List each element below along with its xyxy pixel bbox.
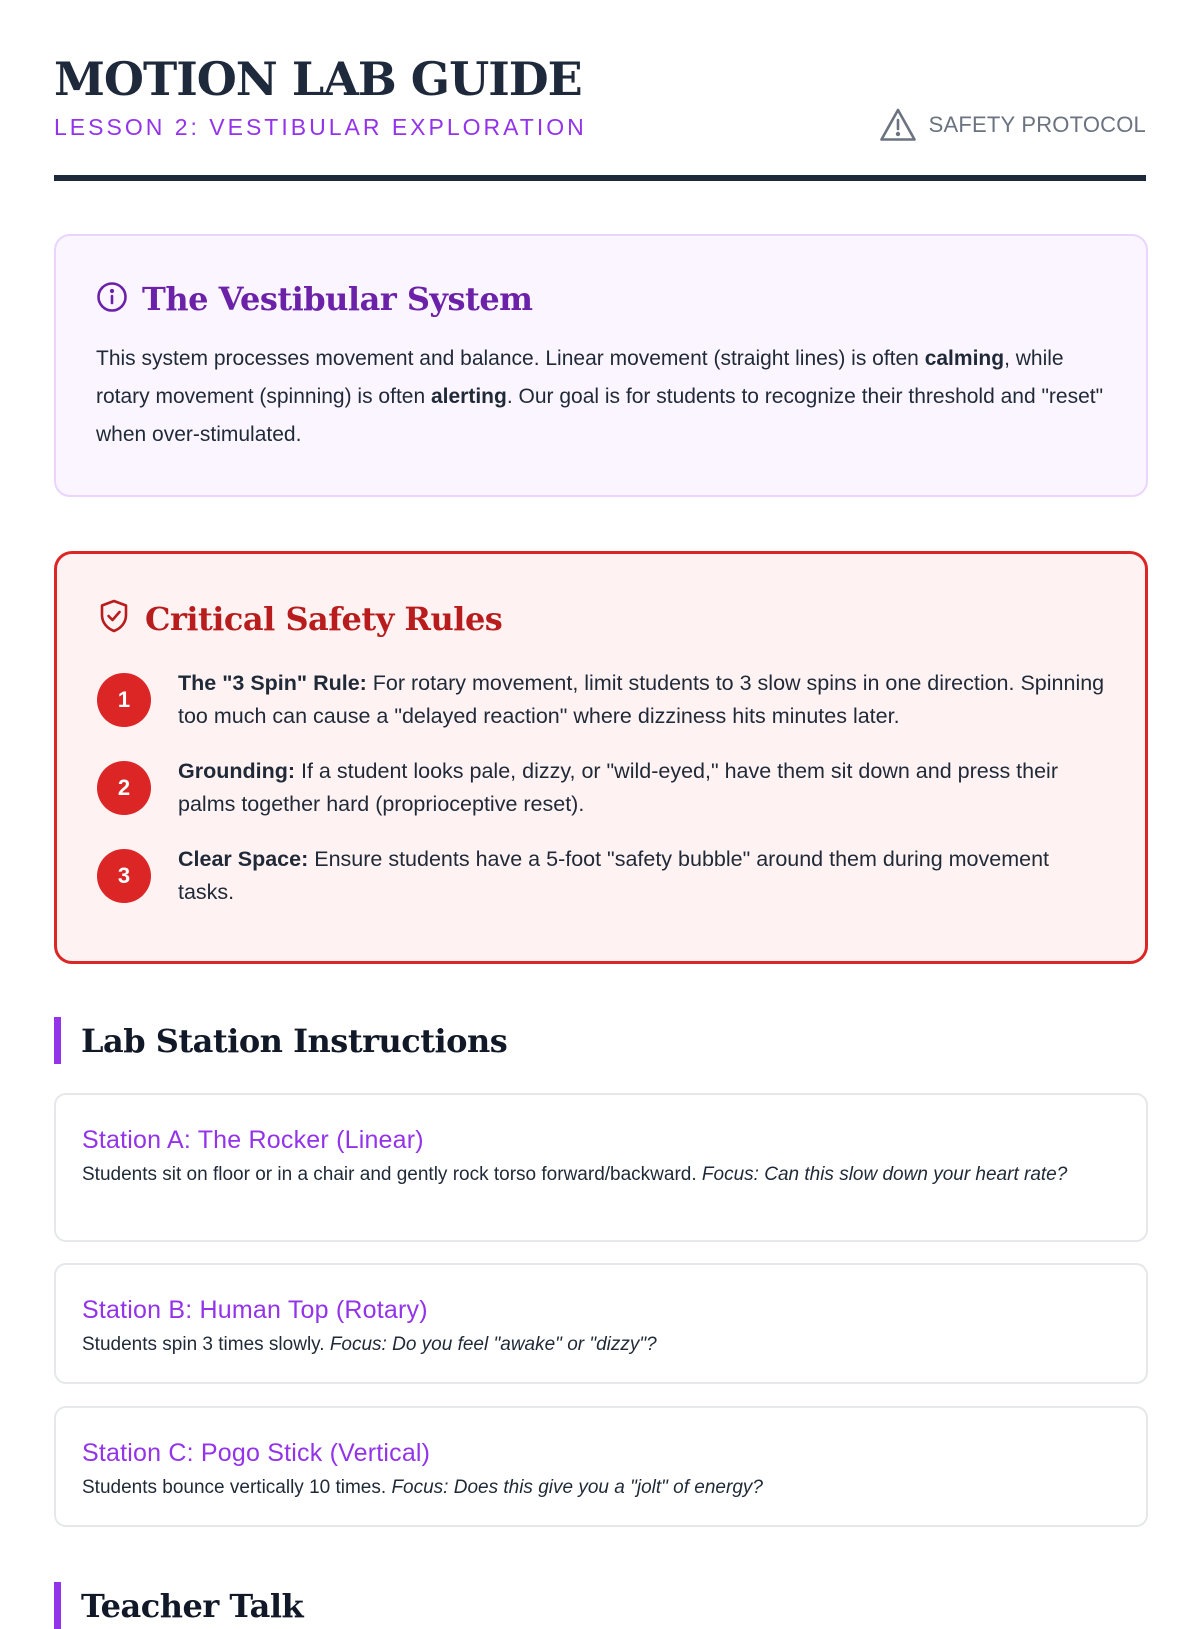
rule-description: Ensure students have a 5-foot "safety bubble" around them during movement tasks.: [178, 847, 1049, 904]
safety-rule: [97, 843, 1105, 909]
safety-protocol-tag: [879, 107, 1146, 143]
rule-description: If a student looks pale, dizzy, or "wild-eyed," have them sit down and press their palms together hard (proprioceptive reset).: [178, 759, 1058, 816]
safety-rules-card: [54, 551, 1148, 964]
info-card-title: The Vestibular System: [142, 280, 533, 318]
page-header: [54, 0, 1146, 181]
station-title: Station A: The Rocker (Linear): [82, 1126, 424, 1154]
station-description: [82, 1331, 1120, 1358]
safety-rule: [97, 667, 1105, 733]
info-body-part: , while rotary movement (spinning) is often: [96, 347, 1064, 408]
rule-text: [178, 843, 1105, 909]
info-body-bold: alerting: [430, 385, 507, 408]
safety-protocol-label: SAFETY PROTOCOL: [928, 112, 1146, 137]
info-circle-icon: [96, 281, 128, 318]
rule-text: [178, 755, 1105, 821]
rule-number-badge: 1: [97, 673, 151, 727]
station-card-b: [54, 1263, 1148, 1384]
station-focus-question: Focus: Can this slow down your heart rate?: [701, 1164, 1068, 1185]
rule-description: For rotary movement, limit students to 3 slow spins in one direction. Spinning too much can cause a "delayed reaction" where dizziness hits minutes later.: [178, 671, 1105, 728]
rule-label: The "3 Spin" Rule:: [178, 671, 367, 695]
rule-number-badge: 3: [97, 849, 151, 903]
teacher-talk-heading: Teacher Talk: [54, 1582, 303, 1629]
rule-label: Grounding:: [178, 759, 296, 783]
safety-rule: [97, 755, 1105, 821]
info-card-heading: [96, 280, 1106, 318]
rule-label: Clear Space:: [178, 847, 309, 871]
safety-card-title: Critical Safety Rules: [145, 599, 503, 638]
station-card-a: [54, 1093, 1148, 1242]
lesson-subtitle: LESSON 2: VESTIBULAR EXPLORATION: [54, 114, 587, 140]
info-card-body: [96, 340, 1106, 454]
station-focus-question: Focus: Do you feel "awake" or "dizzy"?: [329, 1334, 657, 1355]
station-card-c: [54, 1406, 1148, 1527]
rule-text: [178, 667, 1105, 733]
safety-rules-list: [97, 667, 1105, 909]
shield-check-icon: [97, 598, 131, 639]
info-body-bold: calming: [924, 347, 1005, 370]
rule-number-badge: 2: [97, 761, 151, 815]
station-desc-text: Students sit on floor or in a chair and gently rock torso forward/backward.: [82, 1164, 702, 1185]
info-body-part: . Our goal is for students to recognize their threshold and "reset" when over-stimulated.: [96, 385, 1104, 446]
lab-stations-heading: Lab Station Instructions: [54, 1017, 507, 1064]
page-title: MOTION LAB GUIDE: [54, 52, 582, 106]
station-desc-text: Students spin 3 times slowly.: [82, 1334, 330, 1355]
station-title: Station C: Pogo Stick (Vertical): [82, 1439, 431, 1467]
safety-card-heading: [97, 598, 1105, 639]
station-focus-question: Focus: Does this give you a "jolt" of energy?: [391, 1477, 763, 1498]
station-description: [82, 1474, 1120, 1501]
station-title: Station B: Human Top (Rotary): [82, 1296, 428, 1324]
info-body-part: This system processes movement and balance. Linear movement (straight lines) is often: [96, 347, 925, 370]
warning-triangle-icon: [879, 107, 917, 143]
station-description: [82, 1161, 1120, 1188]
station-desc-text: Students bounce vertically 10 times.: [82, 1477, 392, 1498]
vestibular-info-card: [54, 234, 1148, 497]
